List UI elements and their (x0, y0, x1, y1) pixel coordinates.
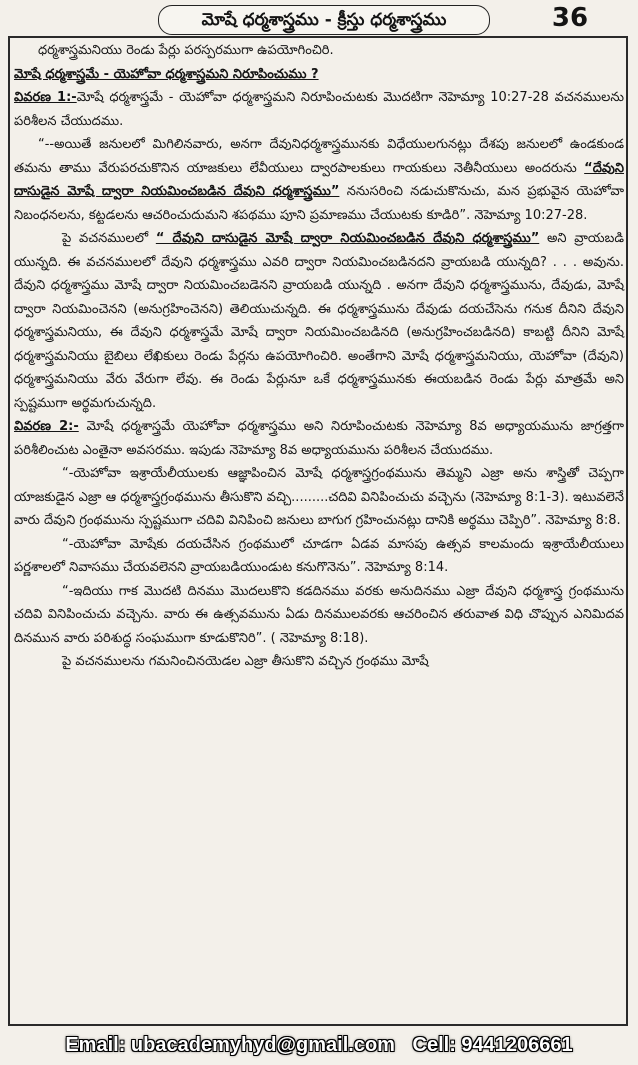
page-footer (0, 1030, 638, 1060)
page-number: 36 (551, 3, 589, 33)
paragraph-2 (14, 227, 624, 415)
last-line: పై వచనములను గమనించినయెడల ఎజ్రా తీసుకొని వచ్చిన గ్రంథము మోషే (62, 654, 429, 669)
section-2-label: వివరణ 2:- (14, 419, 79, 434)
paragraph-2-part-a: పై వచనములలో (62, 231, 156, 246)
paragraph-2-highlight: “ దేవుని దాసుడైన మోషే ద్వారా నియమించబడిన దేవుని ధర్మశాస్త్రము” (155, 231, 540, 246)
section-2 (14, 415, 624, 462)
intro-line: ధర్మశాస్త్రమనియు రెండు పేర్లు పరస్పరముగా ఉపయోగించిరి. (38, 43, 334, 58)
quote-4: “-ఇదియు గాక మొదటి దినము మొదలుకొని కడదినము వరకు అనుదినము ఎజ్రా దేవుని ధర్మశాస్త్ర గ్రంథమును చదివి వినిపించుచు వచ్చెను. వారు ఈ ఉత్సవమును ఏడు దినములవరకు ఆచరించిన తరువాత విధి చొప్పున ఎనిమిదవ దినమున వారు పరిశుద్ధ సంఘముగా కూడుకొనిరి”. ( నెహెమ్యా 8:18). (14, 583, 624, 646)
quote-1-part-b: ననుసరించి నడుచుకొనుచు, మన ప్రభువైన యెహోవా నిబంధనలను, కట్టడలను ఆచరించుదుమని శపథము పూని ప్రమాణము చేయుటకు కూడిరి”. నెహెమ్యా 10:27-28. (14, 184, 625, 223)
quote-3: “-యెహోవా మోషేకు దయచేసిన గ్రంథములో చూడగా ఏడవ మాసపు ఉత్సవ కాలమందు ఇశ్రాయేలీయులు పర్ణశాలలో నివాసము చేయవలెనని వ్రాయబడియుండుట కనుగొనెను”. నెహెమ్యా 8:14. (14, 536, 624, 575)
quote-2: “-యెహోవా ఇశ్రాయేలీయులకు ఆజ్ఞాపించిన మోషే ధర్మశాస్త్రగ్రంథమును తెమ్మని ఎజ్రా అను శాస్త్రితో చెప్పగా యాజకుడైన ఎజ్రా ఆ ధర్మశాస్త్రగ్రంథమును తీసుకొని వచ్చి.........చదివి వినిపించుచు వచ్చెను (నెహెమ్యా 8:1-3). ఇటువలెనే వారు దేవుని గ్రంథమును స్పష్టముగా చదివి వినిపించి జనులు బాగుగ గ్రహించునట్లు దానికి అర్థము చెప్పిరి”. నెహెమ్యా 8:8. (14, 466, 624, 528)
section-1 (14, 86, 624, 133)
page-header (0, 0, 638, 40)
quote-1 (14, 133, 624, 227)
question-heading: మోషే ధర్మశాస్త్రమే - యెహోవా ధర్మశాస్త్రమని నిరూపించుము ? (14, 66, 319, 82)
quote-1-part-a: “--అయితే జనులలో మిగిలినవారు, అనగా దేవునిధర్మశాస్త్రమునకు విధేయులగునట్లు దేశపు జనులలో ఉండకుండ తమను తాము వేరుపరచుకొనిన యాజకులు లేవీయులు ద్వారపాలకులు గాయకులు నెతీనీయులు అందరును (14, 137, 624, 176)
quote-1-highlight: “దేవుని దాసుడైన మోషే ద్వారా నియమించబడిన దేవుని ధర్మశాస్త్రము” (14, 160, 624, 199)
paragraph-2-part-b: అని వ్రాయబడి యున్నది. ఈ వచనములలో దేవుని ధర్మశాస్త్రము ఎవరి ద్వారా నియమించబడినదని వ్రాయబడి యున్నది? . . . అవును. దేవుని ధర్మశాస్త్రము మోషే ద్వారా నియమించబడెనని వ్రాయబడి యున్నది . అనగా దేవుని ధర్మశాస్త్రమును, దేవుడు, మోషే ద్వారా నియమించెనని (అనుగ్రహించెనని) తెలియుచున్నది. ఈ ధర్మశాస్త్రమును దేవుడు దయచేసెను గనుక దీనిని దేవుని ధర్మశాస్త్రమనియు, ఈ దేవుని ధర్మశాస్త్రమే మోషే ద్వారా నియమించబడినది (అనుగ్రహించబడినది) కాబట్టి దీనిని మోషే ధర్మశాస్త్రమనియు బైబిలు లేఖికులు రెండు పేర్లను ఉపయోగించిరి. అంతేగాని మోషే ధర్మశాస్త్రమనియు, యెహోవా (దేవుని) ధర్మశాస్త్రమనియు వేరు వేరుగా లేవు. ఈ రెండు పేర్లునూ ఒకే ధర్మశాస్త్రమునకు ఈయబడిన రెండు పేర్లు మాత్రమే అని స్పష్టముగా అర్థమగుచున్నది. (14, 231, 624, 411)
footer-email: Email: ubacademyhyd@gmail.com (65, 1034, 395, 1056)
chapter-title: మోషే ధర్మశాస్త్రము - క్రీస్తు ధర్మశాస్త్రము (158, 5, 490, 35)
footer-cell: Cell: 9441206661 (412, 1034, 573, 1056)
section-1-label: వివరణ 1:- (14, 90, 77, 105)
page-body (14, 39, 624, 674)
section-1-text: మోషే ధర్మశాస్త్రమే - యెహోవా ధర్మశాస్త్రమని నిరూపించుటకు మొదటిగా నెహెమ్యా 10:27-28 వచనములను పరిశీలన చేయుదము. (14, 90, 624, 129)
section-2-text: మోషే ధర్మశాస్త్రమే యెహోవా ధర్మశాస్త్రము అని నిరూపించుటకు నెహెమ్యా 8వ అధ్యాయమును జాగ్రత్తగా పరిశీలించుట ఎంతైనా అవసరము. ఇపుడు నెహెమ్యా 8వ అధ్యాయమును పరిశీలన చేయుదము. (14, 419, 624, 458)
